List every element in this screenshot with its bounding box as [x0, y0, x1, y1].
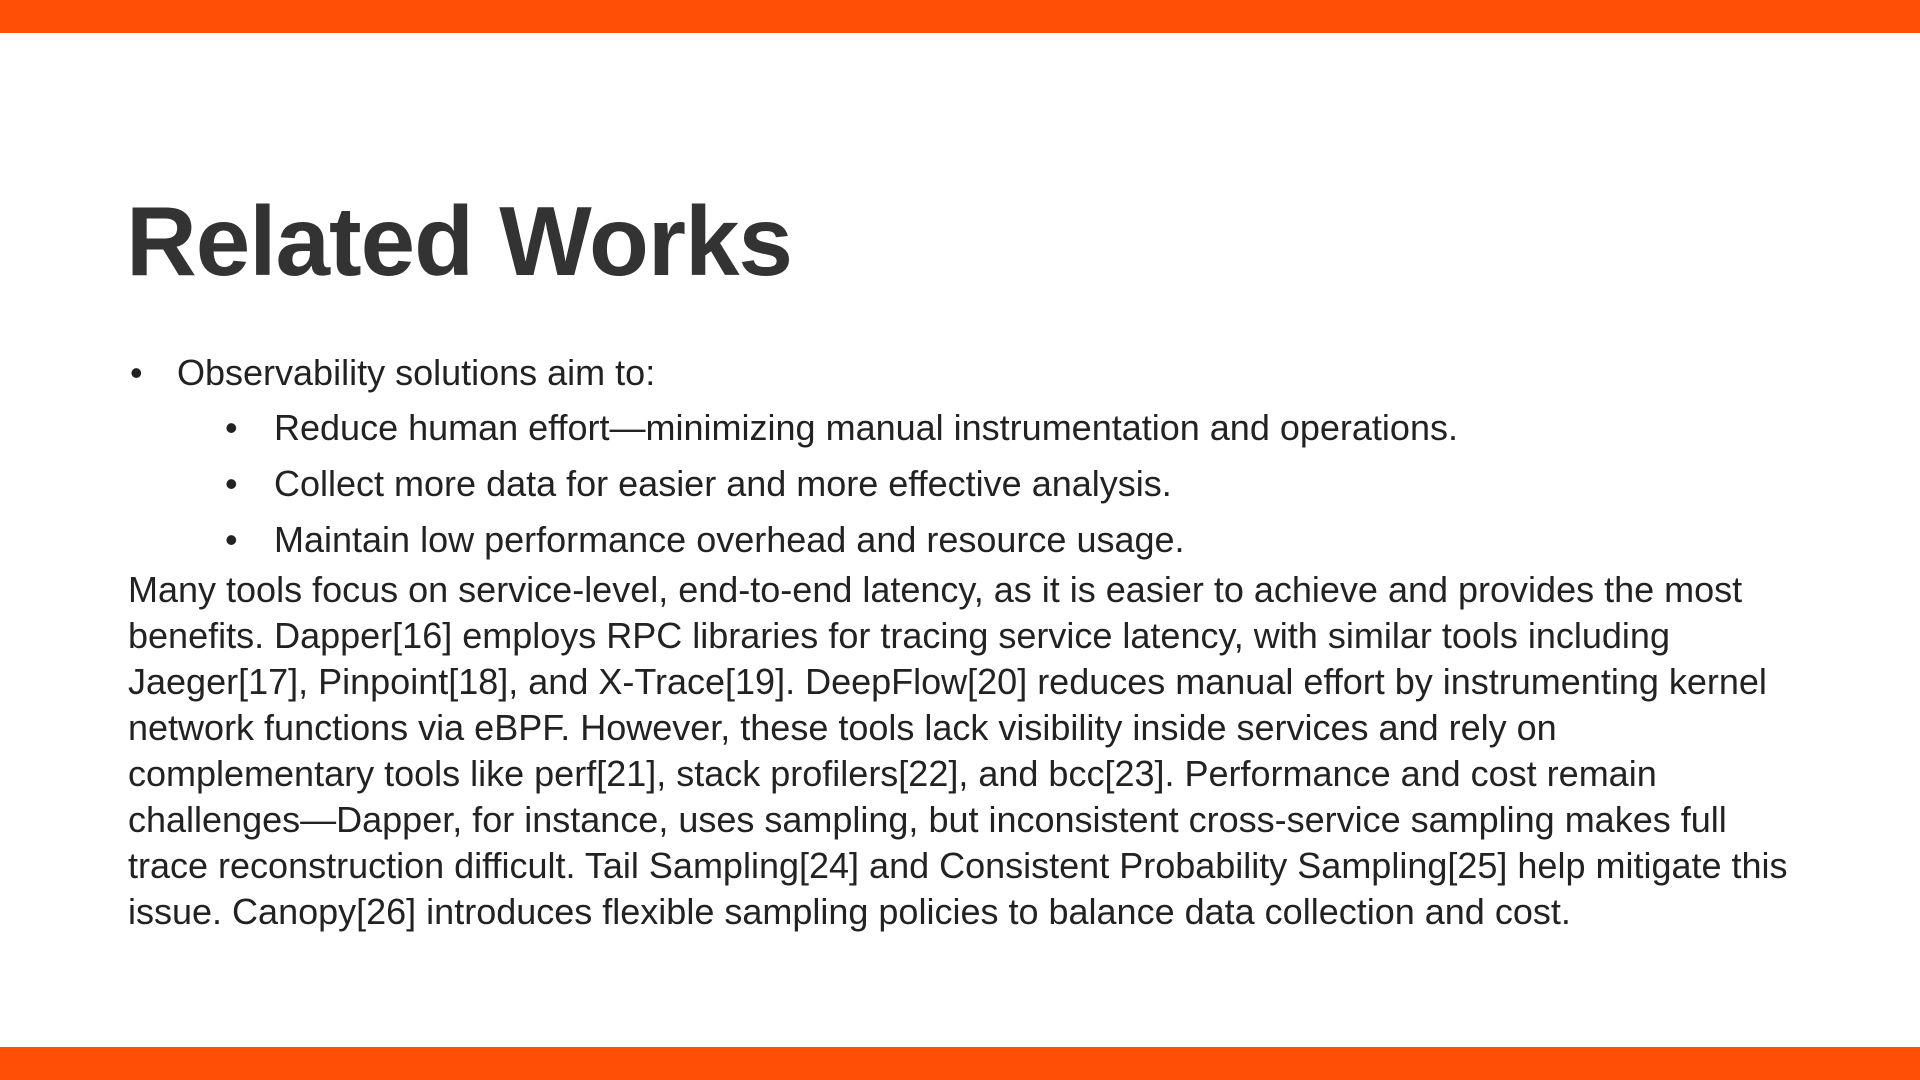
sub-bullet-text: Maintain low performance overhead and resource usage. [274, 519, 1185, 560]
bullet-dot-icon: • [130, 352, 143, 393]
bullet-text: Observability solutions aim to: [177, 352, 656, 393]
sub-bullet-list [177, 405, 1808, 563]
slide-body [128, 350, 1808, 935]
top-accent-bar [0, 0, 1920, 33]
bullet-dot-icon: • [225, 407, 238, 448]
body-paragraph: Many tools focus on service-level, end-to-end latency, as it is easier to achieve and provides the most benefits. Dapper[16] employs RPC libraries for tracing service latency, with similar tools including Jaeger[17], Pinpoint[18], and X-Trace[19]. DeepFlow[20] reduces manual effort by instrumenting kernel network functions via eBPF. However, these tools lack visibility inside services and rely on complementary tools like perf[21], stack profilers[22], and bcc[23]. Performance and cost remain challenges—Dapper, for instance, uses sampling, but inconsistent cross-service sampling makes full trace reconstruction difficult. Tail Sampling[24] and Consistent Probability Sampling[25] help mitigate this issue. Canopy[26] introduces flexible sampling policies to balance data collection and cost. [128, 569, 1788, 932]
slide-title: Related Works [126, 186, 792, 296]
sub-bullet-item [177, 517, 1808, 563]
bullet-dot-icon: • [225, 463, 238, 504]
sub-bullet-item [177, 405, 1808, 451]
bullet-observability [128, 350, 1808, 563]
bottom-accent-bar [0, 1047, 1920, 1080]
sub-bullet-text: Reduce human effort—minimizing manual instrumentation and operations. [274, 407, 1458, 448]
sub-bullet-item [177, 461, 1808, 507]
bullet-dot-icon: • [225, 519, 238, 560]
bullet-list [128, 350, 1808, 563]
sub-bullet-text: Collect more data for easier and more effective analysis. [274, 463, 1172, 504]
